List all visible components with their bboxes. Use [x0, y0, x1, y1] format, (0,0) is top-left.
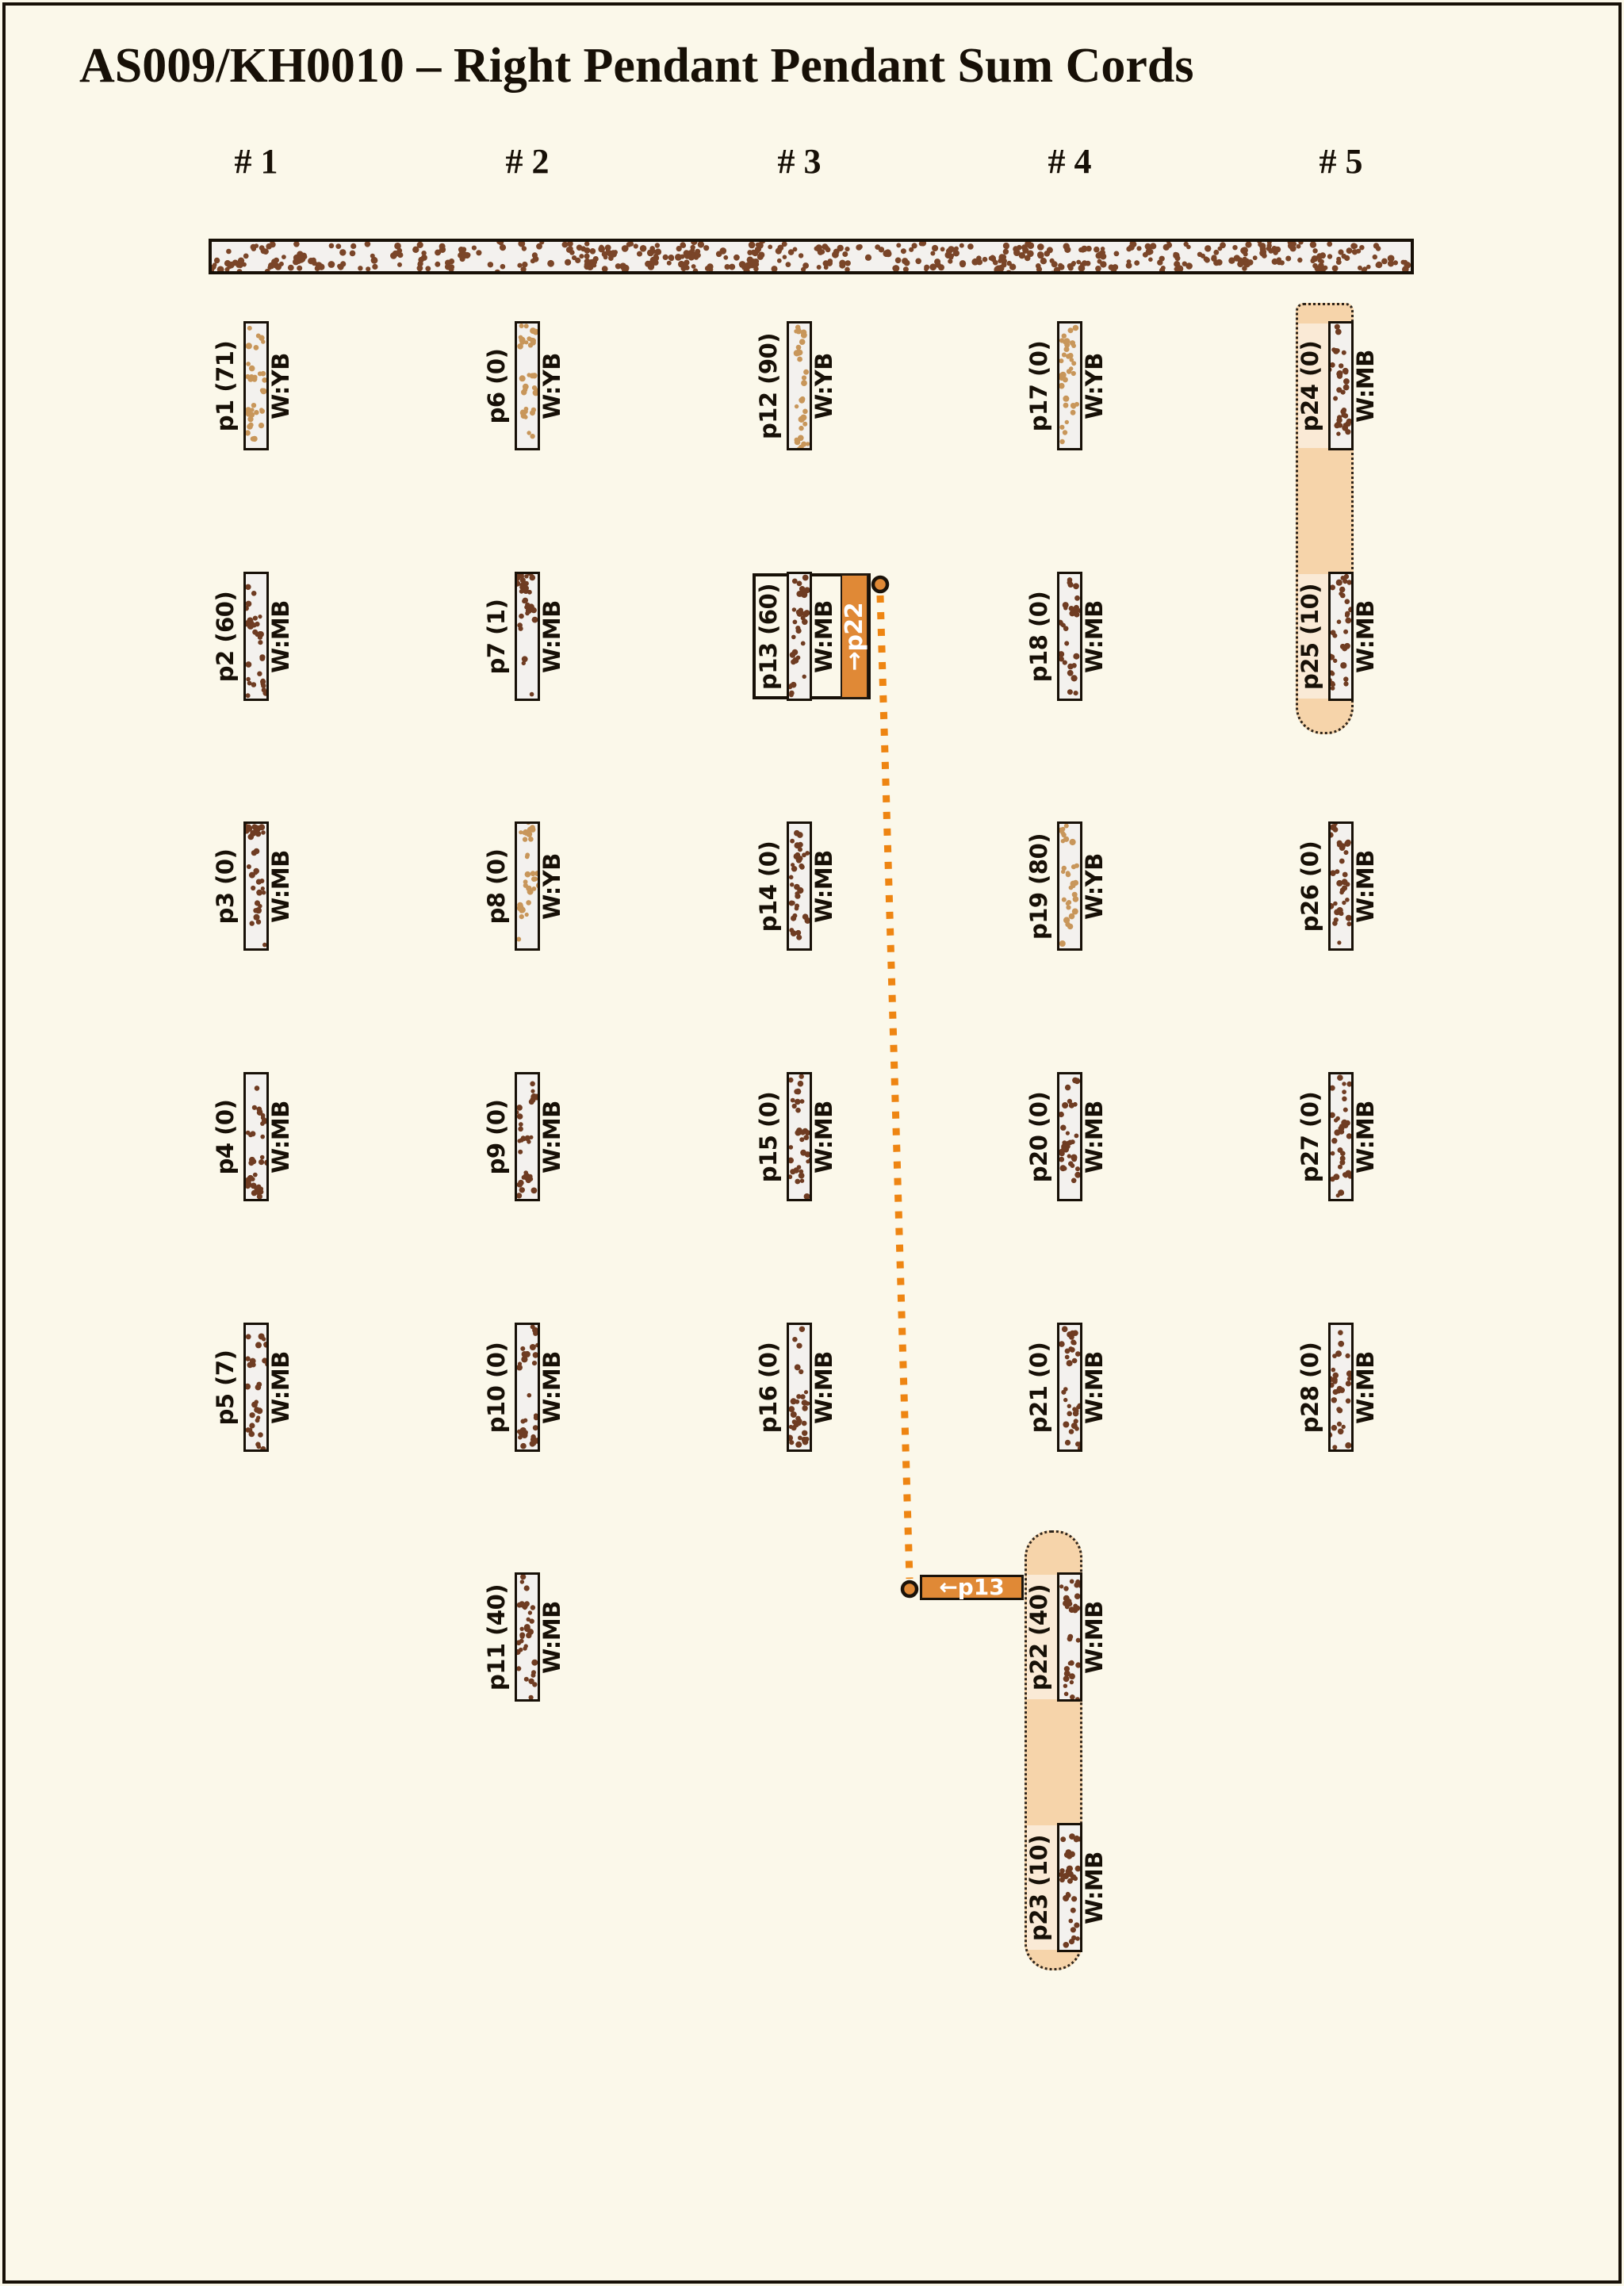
pendant-label-p14: p14 (0)	[755, 840, 782, 932]
connector-node-icon-bottom	[902, 1582, 917, 1596]
pendant-label-p7: p7 (1)	[483, 599, 510, 674]
pendant-wrap-label-p1: W:YB	[267, 352, 294, 419]
column-header-3: # 3	[777, 142, 822, 181]
sum-connector-dotted-line	[880, 595, 910, 1579]
pendant-label-p15: p15 (0)	[755, 1091, 782, 1182]
pendant-wrap-label-p25: W:MB	[1352, 599, 1379, 673]
pendant-wrap-label-p20: W:MB	[1081, 1100, 1108, 1174]
p13-reference-marker: ←p13	[920, 1575, 1024, 1600]
column-header-5: # 5	[1319, 142, 1363, 181]
page-title: AS009/KH0010 – Right Pendant Pendant Sum Cords	[79, 39, 1194, 93]
pendant-label-p9: p9 (0)	[483, 1099, 510, 1174]
pendant-label-p24: p24 (0)	[1297, 340, 1323, 431]
column-header-4: # 4	[1048, 142, 1092, 181]
pendant-label-p4: p4 (0)	[212, 1099, 239, 1174]
pendant-wrap-label-p18: W:MB	[1081, 599, 1108, 673]
pendant-label-p13: p13 (60)	[755, 583, 782, 690]
pendant-wrap-label-p17: W:YB	[1081, 352, 1108, 419]
pendant-wrap-label-p13: W:MB	[810, 599, 837, 673]
pendant-wrap-label-p9: W:MB	[538, 1100, 565, 1174]
pendant-wrap-label-p14: W:MB	[810, 849, 837, 923]
primary-cord	[209, 239, 1414, 274]
pendant-label-p19: p19 (80)	[1025, 833, 1052, 940]
pendant-wrap-label-p2: W:MB	[267, 599, 294, 673]
pendant-wrap-label-p10: W:MB	[538, 1350, 565, 1424]
pendant-label-p8: p8 (0)	[483, 848, 510, 924]
pendant-label-p22: p22 (40)	[1025, 1583, 1052, 1691]
pendant-wrap-label-p19: W:YB	[1081, 852, 1108, 920]
pendant-wrap-label-p27: W:MB	[1352, 1100, 1379, 1174]
pendant-label-p16: p16 (0)	[755, 1342, 782, 1433]
pendant-label-p18: p18 (0)	[1025, 591, 1052, 682]
pendant-label-p3: p3 (0)	[212, 848, 239, 924]
pendant-label-p26: p26 (0)	[1297, 840, 1323, 932]
sum-group-marker-label: →p22	[840, 602, 868, 671]
pendant-label-p5: p5 (7)	[212, 1350, 239, 1425]
pendant-label-p23: p23 (10)	[1025, 1834, 1052, 1941]
pendant-wrap-label-p3: W:MB	[267, 849, 294, 923]
pendant-wrap-label-p22: W:MB	[1081, 1600, 1108, 1674]
pendant-label-p17: p17 (0)	[1025, 340, 1052, 431]
pendant-wrap-label-p12: W:YB	[810, 352, 837, 419]
pendant-label-p2: p2 (60)	[212, 591, 239, 682]
pendant-label-p1: p1 (71)	[212, 340, 239, 431]
pendant-wrap-label-p6: W:YB	[538, 352, 565, 419]
pendant-wrap-label-p4: W:MB	[267, 1100, 294, 1174]
pendant-wrap-label-p23: W:MB	[1081, 1851, 1108, 1924]
pendant-wrap-label-p26: W:MB	[1352, 849, 1379, 923]
pendant-wrap-label-p5: W:MB	[267, 1350, 294, 1424]
pendant-wrap-label-p28: W:MB	[1352, 1350, 1379, 1424]
connector-node-icon-top	[873, 577, 887, 592]
pendant-label-p11: p11 (40)	[483, 1583, 510, 1691]
pendant-wrap-label-p21: W:MB	[1081, 1350, 1108, 1424]
pendant-wrap-label-p8: W:YB	[538, 852, 565, 920]
pendant-label-p6: p6 (0)	[483, 348, 510, 423]
pendant-label-p20: p20 (0)	[1025, 1091, 1052, 1182]
pendant-label-p21: p21 (0)	[1025, 1342, 1052, 1433]
pendant-wrap-label-p24: W:MB	[1352, 349, 1379, 423]
pendant-wrap-label-p7: W:MB	[538, 599, 565, 673]
pendant-label-p25: p25 (10)	[1297, 583, 1323, 690]
pendant-wrap-label-p15: W:MB	[810, 1100, 837, 1174]
pendant-label-p28: p28 (0)	[1297, 1342, 1323, 1433]
pendant-wrap-label-p16: W:MB	[810, 1350, 837, 1424]
column-header-2: # 2	[505, 142, 550, 181]
pendant-label-p12: p12 (90)	[755, 332, 782, 439]
column-header-1: # 1	[234, 142, 278, 181]
pendant-wrap-label-p11: W:MB	[538, 1600, 565, 1674]
pendant-label-p27: p27 (0)	[1297, 1091, 1323, 1182]
pendant-label-p10: p10 (0)	[483, 1342, 510, 1433]
